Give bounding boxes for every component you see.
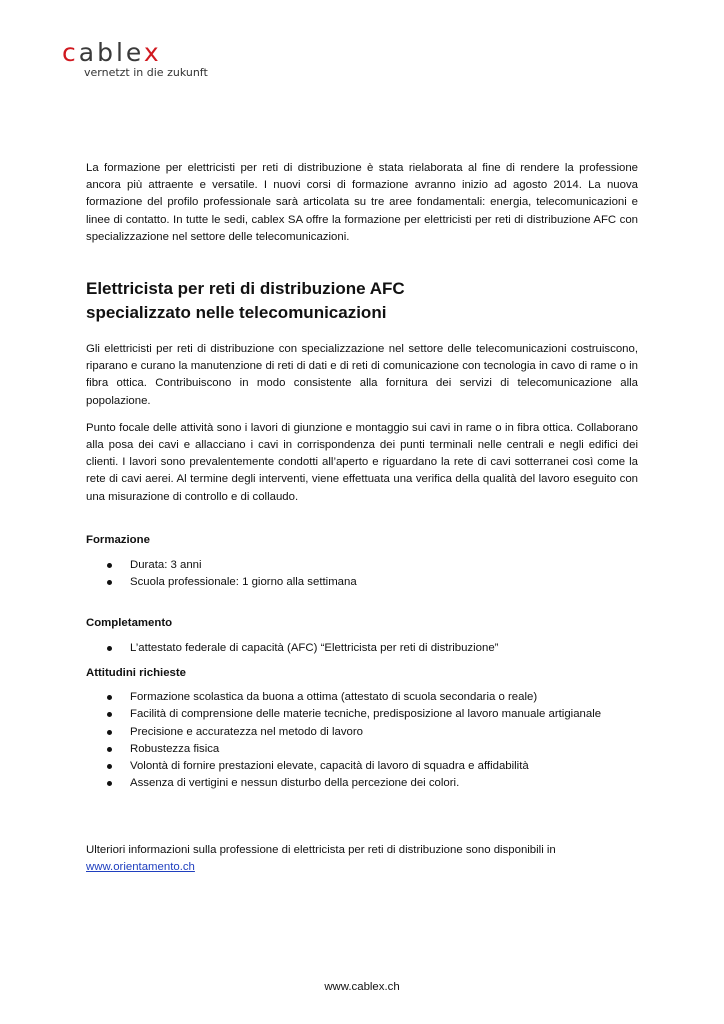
list-item: Assenza di vertigini e nessun disturbo della percezione dei colori. [86,775,646,792]
logo-tagline: vernetzt in die zukunft [84,66,208,79]
list-item: Precisione e accuratezza nel metodo di lavoro [86,724,646,741]
list-item: Volontà di fornire prestazioni elevate, capacità di lavoro di squadra e affidabilità [86,758,646,775]
title-line-1: Elettricista per reti di distribuzione AFC [86,279,405,298]
more-info-text: Ulteriori informazioni sulla professione di elettricista per reti di distribuzione sono disponibili in [86,844,556,856]
list-item: Facilità di comprensione delle materie tecniche, predisposizione al lavoro manuale artigianale [86,706,646,723]
intro-section [86,160,638,246]
company-logo [62,40,208,80]
more-info-paragraph [86,842,638,876]
page-title [86,277,638,325]
footer-url: www.cablex.ch [324,981,400,993]
orientamento-link[interactable]: www.orientamento.ch [86,861,195,874]
logo-wordmark: cablex [62,38,162,67]
list-item: Scuola professionale: 1 giorno alla settimana [86,574,646,591]
list-item: L’attestato federale di capacità (AFC) “Elettricista per reti di distribuzione” [86,640,646,657]
page-footer [0,980,724,994]
section-heading-attitudini: Attitudini richieste [86,667,186,679]
description-section [86,341,638,506]
description-paragraph: Gli elettricisti per reti di distribuzione con specializzazione nel settore delle telecomunicazioni costruiscono, riparano e curano la manutenzione di reti di dati e di reti di comunicazione con tecnologia in cavo di rame o in fibra ottica. Contribuiscono in modo consistente alla fornitura dei servizi di telecomunicazione alla popolazione. [86,343,638,407]
section-heading-completamento: Completamento [86,617,173,629]
intro-paragraph: La formazione per elettricisti per reti di distribuzione è stata rielaborata al fine di rendere la professione ancora più attraente e versatile. I nuovi corsi di formazione avranno inizio ad agosto 2014. La nuova formazione del profilo professionale sarà articolata su tre aree fondamentali: energia, telecomunicazioni e linee di contatto. In tutte le sedi, cablex SA offre la formazione per elettricisti per reti di distribuzione AFC con specializzazione nel settore delle telecomunicazioni. [86,162,638,243]
section-heading-formazione: Formazione [86,534,150,546]
list-item: Robustezza fisica [86,741,646,758]
more-info-section [86,842,638,876]
completamento-list [86,640,646,657]
title-line-2: specializzato nelle telecomunicazioni [86,303,387,322]
list-item: Durata: 3 anni [86,557,646,574]
attitudini-list [86,689,646,793]
list-item: Formazione scolastica da buona a ottima (attestato di scuola secondaria o reale) [86,689,646,706]
description-paragraph: Punto focale delle attività sono i lavori di giunzione e montaggio sui cavi in rame o in fibra ottica. Collaborano alla posa dei cavi e allacciano i cavi in corrispondenza dei punti terminali nelle centrali e negli edifici dei clienti. I lavori sono prevalentemente condotti all’aperto e riguardano la rete di cavi sotterranei così come la rete di cavi aerei. Al termine degli interventi, viene effettuata una verifica della qualità del lavoro eseguito con una misurazione di controllo e di collaudo. [86,421,638,503]
formazione-list [86,557,646,592]
